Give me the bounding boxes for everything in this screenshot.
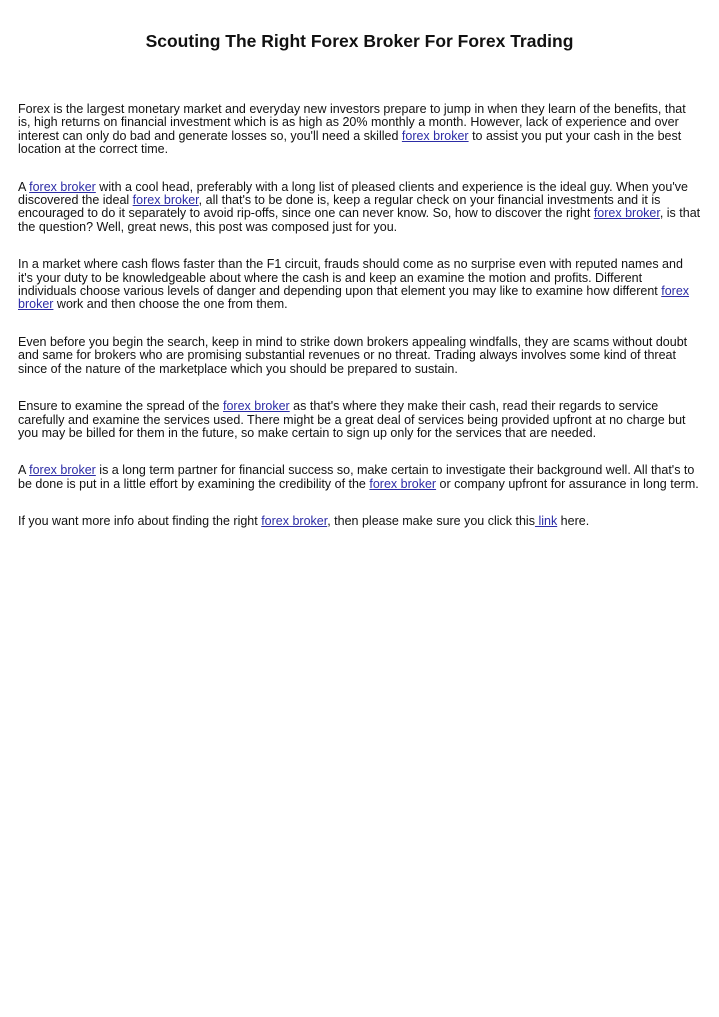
page-title: Scouting The Right Forex Broker For Forex Trading xyxy=(145,31,574,51)
paragraph-text: is a long term partner for financial success so, make certain to investigate their background well. All that's to be done is put in a little effort by examining the credibility of the xyxy=(18,463,695,491)
forex-broker-link[interactable]: forex broker xyxy=(223,399,290,414)
paragraph xyxy=(18,464,701,491)
paragraph-text: , is that the question? Well, great news, this post was composed just for you. xyxy=(18,206,701,234)
paragraph-text: A xyxy=(18,179,30,194)
paragraph xyxy=(18,181,701,235)
paragraph-text: here. xyxy=(557,514,590,529)
forex-broker-link[interactable]: forex broker xyxy=(261,514,328,529)
paragraph xyxy=(18,258,701,312)
forex-broker-link[interactable]: forex broker xyxy=(593,206,660,221)
paragraph-text: to assist you put your cash in the best location at the correct time. xyxy=(18,128,682,157)
paragraph xyxy=(18,103,701,157)
forex-broker-link[interactable]: link xyxy=(534,514,558,529)
paragraph-text: In a market where cash flows faster than the F1 circuit, frauds should come as no surprise even with reputed names and it's your duty to be knowledgeable about where the cash is and keep an examine the motion and profits. Different individuals choose various levels of danger and depending upon that element you may like to examine how different xyxy=(18,257,683,299)
paragraph-text: , then please make sure you click this xyxy=(327,514,535,529)
paragraph-text: or company upfront for assurance in long term. xyxy=(436,476,699,491)
forex-broker-link[interactable]: forex broker xyxy=(29,463,96,478)
paragraph-text: If you want more info about finding the right xyxy=(18,514,262,529)
forex-broker-link[interactable]: forex broker xyxy=(132,193,199,208)
paragraph-text: work and then choose the one from them. xyxy=(53,297,288,312)
paragraph xyxy=(18,400,701,440)
forex-broker-link[interactable]: forex broker xyxy=(29,179,96,194)
forex-broker-link[interactable]: forex broker xyxy=(401,128,469,143)
paragraph xyxy=(18,336,701,376)
forex-broker-link[interactable]: forex broker xyxy=(369,476,437,491)
document-body xyxy=(18,103,701,553)
paragraph-text: as that's where they make their cash, read their regards to service carefully and examine the services used. There might be a great deal of services being provided upfront at no charge but you may be billed for them in the future, so make certain to sign up only for the services that are needed. xyxy=(18,399,686,440)
paragraph-text: Forex is the largest monetary market and everyday new investors prepare to jump in when they learn of the benefits, that is, high returns on financial investment which is as high as 20% monthly a month. However, lack of experience and over interest can only do bad and generate losses so, you'll need a skilled xyxy=(18,102,686,143)
paragraph-text: A xyxy=(18,463,30,478)
forex-broker-link[interactable]: forex broker xyxy=(18,284,690,312)
paragraph-text: Even before you begin the search, keep in mind to strike down brokers appealing windfalls, they are scams without doubt and same for brokers who are promising substantial revenues or no threat. Trading always involves some kind of threat since of the nature of the marketplace which you should be prepared to sustain. xyxy=(18,334,688,376)
paragraph xyxy=(18,515,701,528)
paragraph-text: , all that's to be done is, keep a regular check on your financial investments and it is encouraged to do it separately to avoid rip-offs, since one can never know. So, how to discover the right xyxy=(18,193,661,221)
paragraph-text: Ensure to examine the spread of the xyxy=(18,399,223,414)
paragraph-text: with a cool head, preferably with a long list of pleased clients and experience is the ideal guy. When you've discovered the ideal xyxy=(18,179,688,208)
